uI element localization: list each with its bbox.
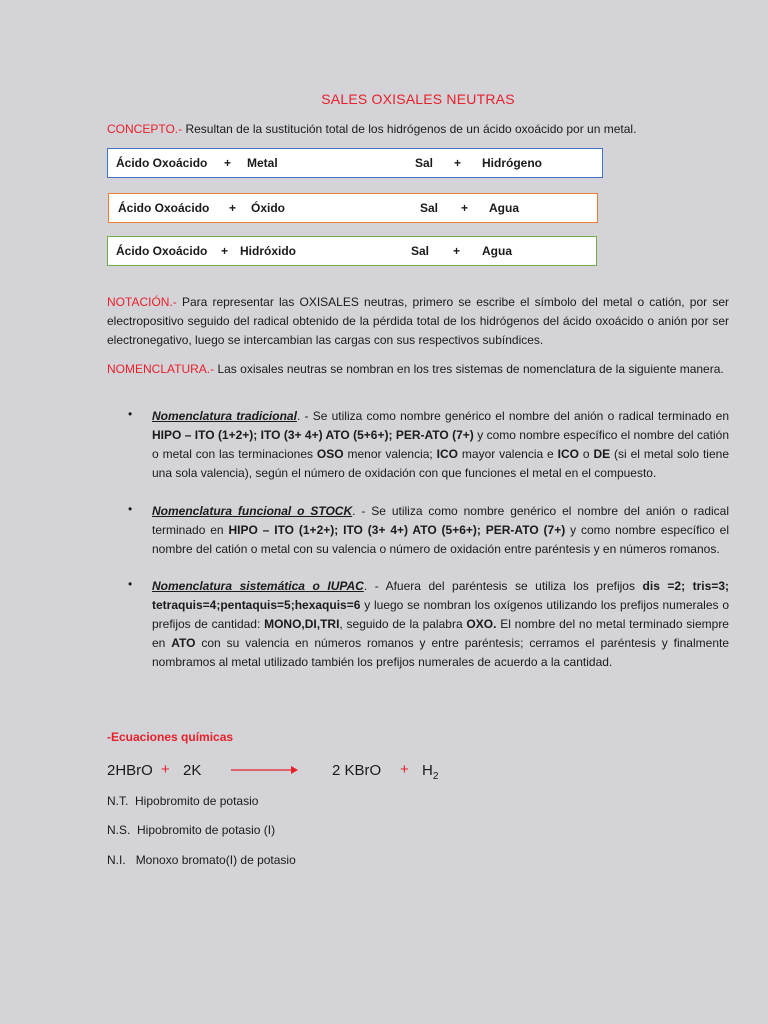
item-bold: DE [593, 447, 611, 461]
name-label: N.S. [107, 823, 131, 837]
item-text: con su valencia en números romanos y entre paréntesis; cerramos el paréntesis y finalmente nombramos al metal utilizado también los prefijos numerales de acuerdo a la cantidad. [152, 636, 729, 669]
bullet-icon: • [128, 407, 133, 421]
equation-product-2 [422, 762, 438, 782]
box-reactant-b: Óxido [251, 201, 286, 215]
item-text: menor valencia; [343, 447, 437, 461]
item-text: mayor valencia e [458, 447, 558, 461]
name-row-ni [107, 853, 296, 867]
box-reactant-b: Hidróxido [240, 244, 296, 258]
name-value: Hipobromito de potasio (I) [137, 823, 276, 837]
item-text: o [578, 447, 594, 461]
box-plus: + [224, 156, 232, 170]
name-label: N.T. [107, 794, 129, 808]
item-bold: MONO,DI,TRI [264, 617, 340, 631]
box-product-d: Agua [489, 201, 519, 215]
nomenclatura-label: NOMENCLATURA.- [107, 362, 215, 376]
bullet-icon: • [128, 502, 133, 516]
box-plus: + [454, 156, 462, 170]
list-item-stock [152, 502, 729, 559]
box-product-salt: Sal [411, 244, 430, 258]
item-text: , seguido de la palabra [339, 617, 467, 631]
box-plus: + [221, 244, 229, 258]
item-text: y como nombre específico el nombre del catión o metal con su valencia o número de oxidación entre paréntesis y en números romanos. [152, 523, 729, 556]
nomenclatura-text: Las oxisales neutras se nombran en los tres sistemas de nomenclatura de la siguiente manera. [214, 362, 724, 376]
box-product-salt: Sal [420, 201, 439, 215]
item-bold: ATO [171, 636, 196, 650]
concepto-text: Resultan de la sustitución total de los hidrógenos de un ácido oxoácido por un metal. [182, 122, 637, 136]
item-text: El nombre del no metal terminado siempre en [152, 617, 729, 650]
name-row-nt [107, 794, 258, 808]
item-bold: OXO. [466, 617, 497, 631]
item-bold: ICO [436, 447, 458, 461]
equation-reactant-1: 2HBrO [107, 762, 153, 779]
product-2-symbol: H [422, 762, 433, 779]
name-row-ns [107, 823, 275, 837]
item-bold: ICO [557, 447, 579, 461]
box-reactant-acid: Ácido Oxoácido [116, 244, 208, 258]
item-bold: dis =2; tris=3; tetraquis=4;pentaquis=5;hexaquis=6 [152, 579, 729, 612]
notacion-paragraph [107, 293, 729, 350]
box-product-d: Hidrógeno [482, 156, 542, 170]
item-text: y como nombre específico el nombre del catión o metal con las terminaciones [152, 428, 729, 461]
item-text: . - Se utiliza como nombre genérico el nombre del anión o radical terminado en [152, 504, 729, 537]
term-stock: Nomenclatura funcional o STOCK [152, 504, 353, 518]
item-text: . - Se utiliza como nombre genérico el nombre del anión o radical terminado en [296, 409, 729, 423]
name-value: Monoxo bromato(I) de potasio [135, 853, 296, 867]
box-plus: + [461, 201, 469, 215]
equation-plus: + [161, 761, 170, 778]
item-bold: HIPO – ITO (1+2+); ITO (3+ 4+) ATO (5+6+); PER-ATO (7+) [228, 523, 566, 537]
reaction-arrow-icon [231, 763, 299, 777]
item-text: y luego se nombran los oxígenos utilizando los prefijos numerales o prefijos de cantidad: [152, 598, 729, 631]
notacion-label: NOTACIÓN.- [107, 295, 177, 309]
equation-product-1: 2 KBrO [332, 762, 382, 779]
notacion-text: Para representar las OXISALES neutras, primero se escribe el símbolo del metal o catión, por ser electropositivo seguido del radical obtenido de la pérdida total de los hidrógenos del ácido oxoácido o anión por ser electronegativo, luego se intercambian las cargas con sus respectivos subíndices. [107, 295, 729, 347]
item-text: . - Afuera del paréntesis se utiliza los prefijos [363, 579, 643, 593]
box-reactant-acid: Ácido Oxoácido [116, 156, 208, 170]
name-label: N.I. [107, 853, 126, 867]
box-plus: + [229, 201, 237, 215]
bullet-icon: • [128, 577, 133, 591]
box-reactant-b: Metal [247, 156, 278, 170]
reaction-box-metal [107, 148, 603, 178]
item-bold: HIPO – ITO (1+2+); ITO (3+ 4+) ATO (5+6+); PER-ATO (7+) [152, 428, 474, 442]
reaction-box-oxido [108, 193, 598, 223]
box-plus: + [453, 244, 461, 258]
list-item-tradicional [152, 407, 729, 483]
list-item-iupac [152, 577, 729, 672]
item-text: (si el metal solo tiene una sola valencia), según el número de oxidación con que funciones el metal en el compuesto. [152, 447, 729, 480]
product-2-subscript: 2 [432, 771, 439, 782]
reaction-box-hidroxido [107, 236, 597, 266]
page-title: SALES OXISALES NEUTRAS [321, 91, 515, 107]
concepto-paragraph [107, 120, 729, 139]
term-iupac: Nomenclatura sistemática o IUPAC [152, 579, 364, 593]
concepto-label: CONCEPTO.- [107, 122, 183, 136]
term-tradicional: Nomenclatura tradicional [152, 409, 297, 423]
box-product-d: Agua [482, 244, 512, 258]
name-value: Hipobromito de potasio [135, 794, 259, 808]
box-reactant-acid: Ácido Oxoácido [118, 201, 210, 215]
equation-plus: + [400, 761, 409, 778]
item-bold: OSO [316, 447, 344, 461]
box-product-salt: Sal [415, 156, 434, 170]
nomenclatura-paragraph [107, 360, 729, 379]
ecuaciones-heading: -Ecuaciones químicas [107, 730, 234, 744]
equation-reactant-2: 2K [183, 762, 202, 779]
